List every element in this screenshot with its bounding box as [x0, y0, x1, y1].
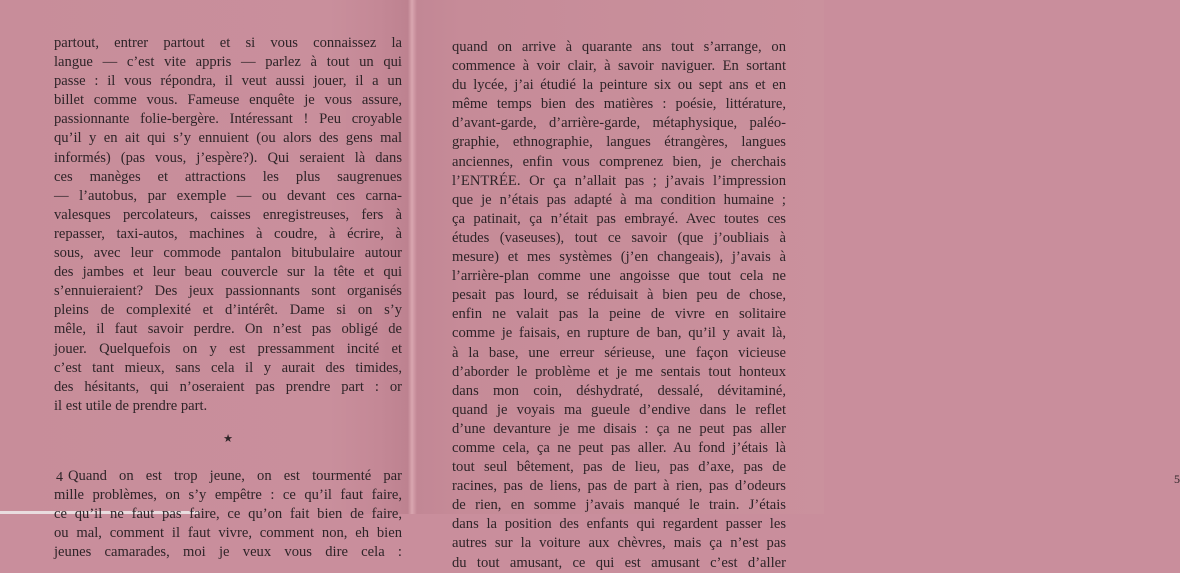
text-line: même temps bien des matières : poésie, littérature,	[452, 96, 786, 113]
page-number-right: 5	[1174, 472, 1180, 486]
text-line: l’ENTRÉE. Or ça n’allait pas ; j’avais l’impression	[452, 172, 786, 189]
text-line: ça patinait, ça n’était pas embrayé. Avec toutes ces	[452, 210, 786, 227]
text-line: d’avant-garde, d’arrière-garde, métaphysique, paléo-	[452, 115, 786, 132]
text-line: Quand on est trop jeune, on est tourmenté par	[68, 467, 402, 484]
text-line: pleins de complexité et d’intérêt. Dame si on s’y	[54, 302, 402, 319]
text-line: mille problèmes, on s’y empêtre : ce qu’il faut faire,	[54, 487, 402, 504]
text-line: passe : il vous répondra, il veut aussi jouer, il a un	[54, 73, 402, 90]
right-page	[412, 0, 1180, 571]
text-line: langue — c’est vite appris — parlez à tout un qui	[54, 54, 402, 71]
text-line: quand je voyais ma gueule d’endive dans le reflet	[452, 401, 786, 418]
text-line: mesure) et mes systèmes (j’en changeais), j’avais à	[452, 249, 786, 266]
text-line: à la base, une erreur sérieuse, une façon vicieuse	[452, 344, 786, 361]
right-page-text	[452, 38, 786, 573]
text-line: dans mon coin, déshydraté, dessalé, dévitaminé,	[452, 382, 786, 399]
text-line: ce qu’il ne faut pas faire, ce qu’on fait bien de faire,	[54, 506, 402, 523]
text-line: valesques percolateurs, caisses enregistreuses, fers à	[54, 206, 402, 223]
left-page	[0, 0, 411, 561]
text-line: dans la position des enfants qui regardent passer les	[452, 516, 786, 533]
right-paragraph-1	[452, 38, 786, 573]
text-line: anciennes, enfin vous comprenez bien, je cherchais	[452, 153, 786, 170]
text-line: partout, entrer partout et si vous connaissez la	[54, 35, 402, 51]
text-line: que je n’étais pas adapté à ma condition humaine ;	[452, 191, 786, 208]
text-line: ou mal, comment il faut vivre, comment non, eh bien	[54, 525, 402, 542]
text-line: l’arrière-plan comme une angoisse que tout cela ne	[452, 268, 786, 285]
text-line: il est utile de prendre part.	[54, 397, 208, 414]
text-line: passionnante folie-bergère. Intéressant ! Peu croyable	[54, 111, 402, 128]
text-line: qu’il y en ait qui s’y ennuient (ou alors des gens mal	[54, 130, 402, 147]
text-line: autres sur la voiture aux chèvres, mais ça n’est pas	[452, 535, 786, 552]
text-line: comme je faisais, en rupture de ban, qu’il y avait là,	[452, 325, 786, 342]
text-line: comme cela, ça ne peut pas aller. Au fond j’étais là	[452, 439, 786, 456]
text-line: jeunes camarades, moi je veux vous dire cela :	[54, 544, 402, 561]
left-paragraph-1	[54, 34, 402, 416]
text-line: du lycée, j’ai étudié la peinture six ou sept ans et en	[452, 77, 786, 94]
text-line: d’aborder le problème et je me sentais tout honteux	[452, 363, 786, 380]
text-line: des jambes et leur beau couvercle sur la tête et qui	[54, 264, 402, 281]
text-line: — l’autobus, par exemple — ou devant ces carna-	[54, 187, 402, 204]
text-line: études (vaseuses), tout ce savoir (que j’oubliais à	[452, 229, 786, 246]
section-separator-star: ★	[223, 432, 233, 445]
text-line: tout seul bêtement, pas de lieu, pas d’axe, pas de	[452, 459, 786, 476]
page-number-left: 4	[56, 470, 63, 485]
text-line: repasser, taxi-autos, machines à coudre, à écrire, à	[54, 225, 402, 242]
text-line: enfin ne valait pas la peine de vivre en solitaire	[452, 306, 786, 323]
text-line: sous, avec leur commode pantalon bitubulaire autour	[54, 245, 402, 262]
text-line: mêle, il faut savoir perdre. On n’est pas obligé de	[54, 321, 402, 338]
text-line: racines, pas de liens, pas de part à rien, pas d’odeurs	[452, 478, 786, 495]
text-line: s’ennuieraient? Des jeux passionnants sont organisés	[54, 283, 402, 300]
text-line: informés) (pas vous, j’espère?). Qui seraient là dans	[54, 149, 402, 166]
text-line: ces manèges et attractions les plus saugrenues	[54, 168, 402, 185]
text-line: jouer. Quelquefois on y est pressamment incité et	[54, 340, 402, 357]
text-line: de rien, en somme j’avais manqué le train. J’étais	[452, 497, 786, 514]
text-line: du tout amusant, ce qui est amusant c’est d’aller	[452, 554, 786, 571]
text-line: commence à voir clair, à savoir naviguer. En sortant	[452, 58, 786, 75]
text-line: c’est tant mieux, sans cela il y aurait des timides,	[54, 359, 402, 376]
text-line: graphie, ethnographie, langues étrangères, langues	[452, 134, 786, 151]
left-page-text	[54, 34, 402, 562]
text-line: billet comme vous. Fameuse enquête je vous assure,	[54, 92, 402, 109]
text-line: quand on arrive à quarante ans tout s’arrange, on	[452, 39, 786, 55]
text-line: d’une devanture je me disais : ça ne peut pas aller	[452, 420, 786, 437]
left-paragraph-2	[54, 467, 402, 562]
text-line: des hésitants, qui n’oseraient pas prendre part : or	[54, 378, 402, 395]
text-line: pesait pas lourd, se réduisait à bien peu de chose,	[452, 287, 786, 304]
